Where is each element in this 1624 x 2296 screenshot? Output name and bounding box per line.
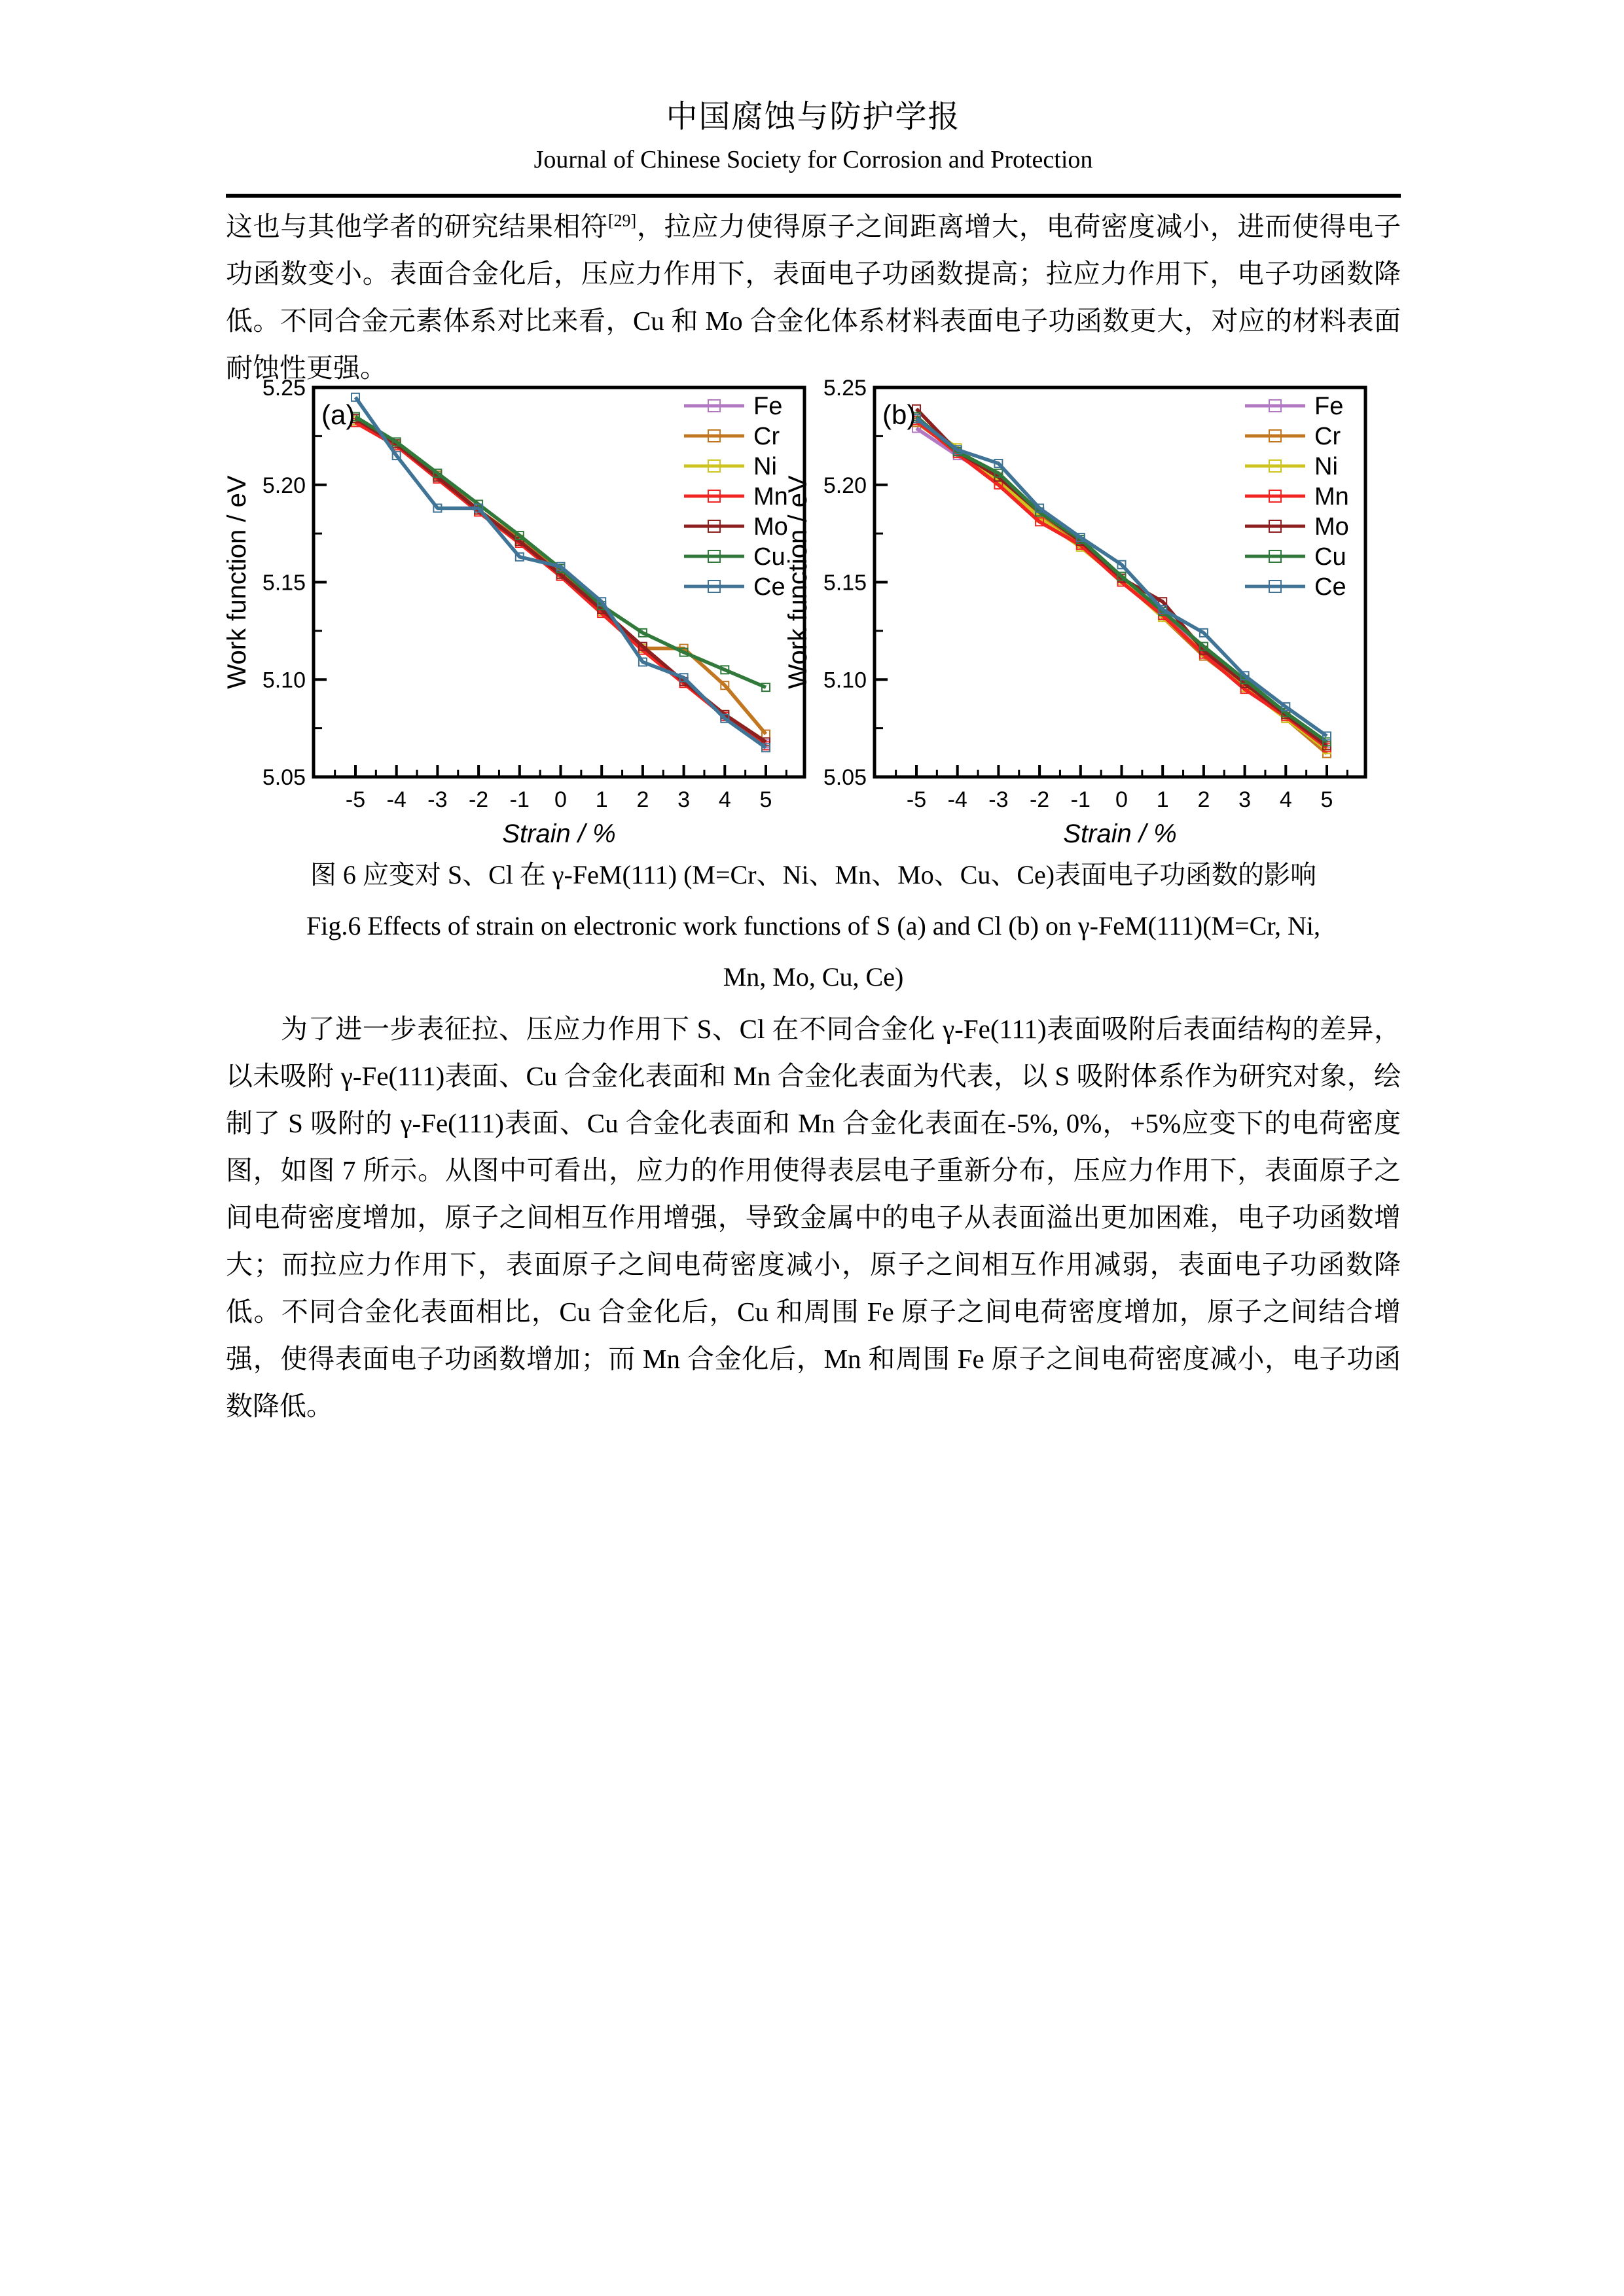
y-axis-title: Work function / eV — [223, 475, 251, 689]
x-tick-label: -4 — [386, 787, 406, 812]
x-tick-label: 3 — [677, 787, 691, 812]
x-tick-label: 5 — [1320, 787, 1333, 812]
figure-caption-en-line2: Mn, Mo, Cu, Ce) — [723, 962, 904, 992]
x-tick-label: -2 — [1029, 787, 1050, 812]
journal-title-zh: 中国腐蚀与防护学报 — [666, 99, 961, 134]
y-tick-label: 5.05 — [823, 765, 867, 790]
y-tick-label: 5.05 — [262, 765, 306, 790]
legend-label: Cr — [753, 423, 780, 450]
x-tick-label: -5 — [906, 787, 927, 812]
x-tick-label: 3 — [1238, 787, 1252, 812]
x-tick-label: -1 — [509, 787, 530, 812]
panel-label: (a) — [321, 399, 355, 430]
y-tick-label: 5.15 — [823, 570, 867, 596]
x-axis-title: Strain / % — [502, 819, 616, 844]
x-tick-label: 1 — [1156, 787, 1169, 812]
y-axis-title: Work function / eV — [784, 475, 812, 689]
x-tick-label: -2 — [468, 787, 489, 812]
figure-caption — [226, 850, 1401, 1003]
chart-panel — [783, 376, 1372, 844]
legend-label: Mn — [753, 483, 788, 511]
page-content — [223, 0, 1401, 1429]
x-axis-title: Strain / % — [1063, 819, 1177, 844]
y-tick-label: 5.25 — [823, 376, 867, 401]
legend-label: Ni — [1314, 453, 1338, 480]
legend-label: Mn — [1314, 483, 1349, 511]
legend-label: Cu — [753, 543, 785, 571]
x-tick-label: 4 — [1279, 787, 1292, 812]
paragraph-1-text-cont: ，拉应力使得原子之间距离增大，电荷密度减小，进而使得电子功函数变小。表面合金化后，压应力作用下，表面电子功函数提高；拉应力作用下，电子功函数降低。不同合金元素体系对比来看，Cu 和 Mo 合金化体系材料表面电子功函数更大，对应的材料表面耐蚀性更强。 — [226, 211, 1401, 383]
x-tick-label: -4 — [947, 787, 967, 812]
legend-label: Fe — [1314, 393, 1344, 420]
header-rule — [226, 194, 1401, 198]
legend-label: Ce — [1314, 573, 1346, 601]
x-tick-label: 0 — [1115, 787, 1128, 812]
x-tick-label: 4 — [718, 787, 731, 812]
x-tick-label: 0 — [554, 787, 567, 812]
x-tick-label: 1 — [595, 787, 608, 812]
x-tick-label: -3 — [988, 787, 1009, 812]
citation-29: [29] — [607, 211, 637, 230]
chart-panel — [222, 376, 811, 844]
legend-label: Mo — [1314, 513, 1349, 541]
figure-caption-en-line1: Fig.6 Effects of strain on electronic work functions of S (a) and Cl (b) on γ-FeM(111)(M=Cr, Ni, — [306, 911, 1321, 941]
line-chart-svg — [222, 376, 811, 844]
x-tick-label: -3 — [427, 787, 448, 812]
legend-label: Ni — [753, 453, 777, 480]
y-tick-label: 5.25 — [262, 376, 306, 401]
journal-title-en: Journal of Chinese Society for Corrosion and Protection — [533, 146, 1093, 173]
series-Cu — [355, 417, 766, 688]
panel-label: (b) — [882, 399, 916, 430]
figure-caption-zh: 图 6 应变对 S、Cl 在 γ-FeM(111) (M=Cr、Ni、Mn、Mo、Cu、Ce)表面电子功函数的影响 — [310, 860, 1317, 889]
series-Ni — [355, 421, 766, 742]
paragraph-2: 为了进一步表征拉、压应力作用下 S、Cl 在不同合金化 γ-Fe(111)表面吸附后表面结构的差异，以未吸附 γ-Fe(111)表面、Cu 合金化表面和 Mn 合金化表面为代表，以 S 吸附体系作为研究对象，绘制了 S 吸附的 γ-Fe(111)表面、Cu 合金化表面和 Mn 合金化表面在-5%, 0%，+5%应变下的电荷密度图，如图 7 所示。从图中可看出，应力的作用使得表层电子重新分布，压应力作用下，表面原子之间电荷密度增加，原子之间相互作用增强，导致金属中的电子从表面溢出更加困难，电子功函数增大；而拉应力作用下，表面原子之间电荷密度减小，原子之间相互作用减弱，表面电子功函数降低。不同合金化表面相比，Cu 合金化后，Cu 和周围 Fe 原子之间电荷密度增加，原子之间结合增强，使得表面电子功函数增加；而 Mn 合金化后，Mn 和周围 Fe 原子之间电荷密度减小，电子功函数降低。 — [226, 1014, 1401, 1421]
paragraph-1 — [226, 203, 1401, 391]
x-tick-label: 5 — [759, 787, 772, 812]
y-tick-label: 5.20 — [823, 473, 867, 498]
legend-label: Mo — [753, 513, 788, 541]
legend-label: Fe — [753, 393, 783, 420]
x-tick-label: 2 — [1197, 787, 1210, 812]
y-tick-label: 5.10 — [823, 668, 867, 693]
y-tick-label: 5.15 — [262, 570, 306, 596]
x-tick-label: -1 — [1070, 787, 1091, 812]
legend-label: Cr — [1314, 423, 1341, 450]
line-chart-svg — [783, 376, 1372, 844]
y-tick-label: 5.10 — [262, 668, 306, 693]
paragraph-1-text: 这也与其他学者的研究结果相符 — [226, 211, 608, 242]
x-tick-label: 2 — [636, 787, 649, 812]
x-tick-label: -5 — [345, 787, 366, 812]
y-tick-label: 5.20 — [262, 473, 306, 498]
legend-label: Ce — [753, 573, 785, 601]
legend-label: Cu — [1314, 543, 1346, 571]
figure-6 — [223, 376, 1401, 844]
